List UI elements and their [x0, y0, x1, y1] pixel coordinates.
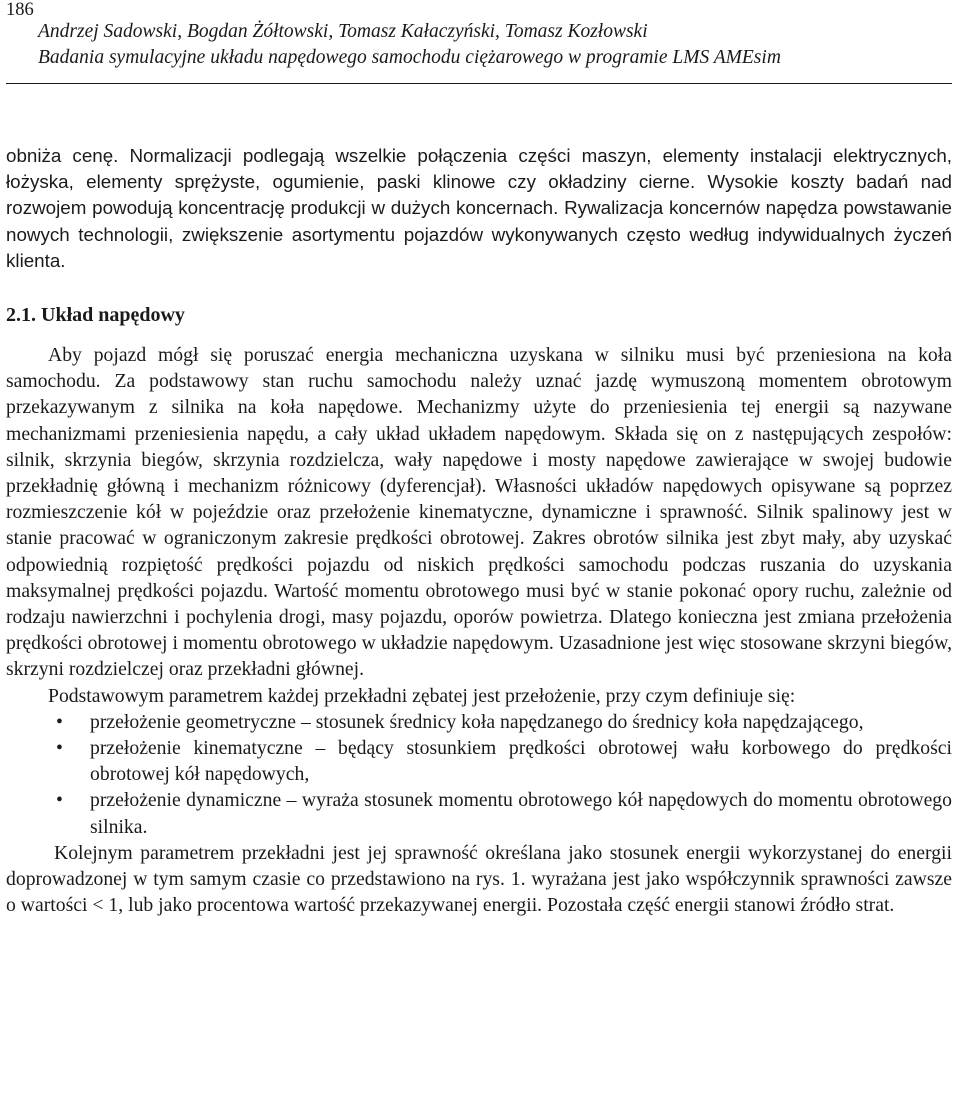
section-paragraph-1: Aby pojazd mógł się poruszać energia mechaniczna uzyskana w silniku musi być przeniesiona na koła samochodu. Za podstawowy stan ruchu samochodu należy uznać jazdę wymuszoną momentem obrotowym przekazywanym z silnika na koła napędowe. Mechanizmy użyte do przeniesienia tej energii są nazywane mechanizmami przeniesienia napędu, a cały układ układem napędowym. Składa się on z następujących zespołów: silnik, skrzynia biegów, skrzynia rozdzielcza, wały napędowe i mosty napędowe zawierające w swojej budowie przekładnię główną i mechanizm różnicowy (dyferencjał). Własności układów napędowych opisywane są poprzez rozmieszczenie kół w pojeździe oraz przełożenie kinematyczne, dynamiczne i sprawność. Silnik spalinowy jest w stanie pracować w ograniczonym zakresie prędkości obrotowej. Zakres obrotów silnika jest zbyt mały, aby uzyskać odpowiednią rozpiętość prędkości pojazdu od niskich prędkości samochodu podczas ruszania do uzyskania maksymalnej prędkości pojazdu. Wartość momentu obrotowego musi być w stanie pokonać opory ruchu, zależnie od rodzaju nawierzchni i pochylenia drogi, masy pojazdu, oporów powietrza. Dlatego konieczna jest zmiana przełożenia prędkości obrotowej i momentu obrotowego w układzie napędowym. Uzasadnione jest więc stosowane skrzyni biegów, skrzyni rozdzielczej oraz przekładni głównej.	[6, 344, 952, 681]
bullet-icon: •	[56, 737, 63, 760]
list-item	[6, 709, 952, 735]
header-title: Badania symulacyjne układu napędowego samochodu ciężarowego w programie LMS AMEsim	[38, 47, 781, 68]
definition-list	[6, 709, 952, 840]
header-authors: Andrzej Sadowski, Bogdan Żółtowski, Tomasz Kałaczyński, Tomasz Kozłowski	[38, 21, 648, 42]
header-rule	[6, 83, 952, 84]
section-paragraph-2: Podstawowym parametrem każdej przekładni zębatej jest przełożenie, przy czym definiuje się:	[48, 684, 796, 707]
section-paragraph-3: Kolejnym parametrem przekładni jest jej sprawność określana jako stosunek energii wykorzystanej do energii doprowadzonej w tym samym czasie co przedstawiono na rys. 1. wyrażana jest jako współczynnik sprawności zawsze o wartości < 1, lub jako procentowa wartość przekazywanej energii. Pozostała część energii stanowi źródło strat.	[6, 841, 952, 917]
list-item-text: przełożenie kinematyczne – będący stosunkiem prędkości obrotowej wału korbowego do prędkości obrotowej kół napędowych,	[90, 737, 952, 786]
bullet-icon: •	[56, 789, 63, 812]
page-number: 186	[6, 0, 34, 20]
intro-paragraph: obniża cenę. Normalizacji podlegają wszelkie połączenia części maszyn, elementy instalacji elektrycznych, łożyska, elementy sprężyste, ogumienie, paski klinowe czy okładziny cierne. Wysokie koszty badań nad rozwojem powodują koncentrację produkcji w dużych koncernach. Rywalizacja koncernów napędza powstawanie nowych technologii, zwiększenie asortymentu pojazdów wykonywanych często według indywidualnych życzeń klienta.	[6, 145, 952, 271]
list-item	[6, 735, 952, 787]
running-header	[6, 0, 952, 84]
section-heading: 2.1. Układ napędowy	[6, 304, 185, 327]
bullet-icon: •	[56, 710, 63, 733]
list-item-text: przełożenie dynamiczne – wyraża stosunek momentu obrotowego kół napędowych do momentu obrotowego silnika.	[90, 789, 952, 838]
list-item	[6, 787, 952, 839]
list-item-text: przełożenie geometryczne – stosunek średnicy koła napędzanego do średnicy koła napędzającego,	[90, 710, 864, 733]
document-page	[6, 0, 952, 1093]
